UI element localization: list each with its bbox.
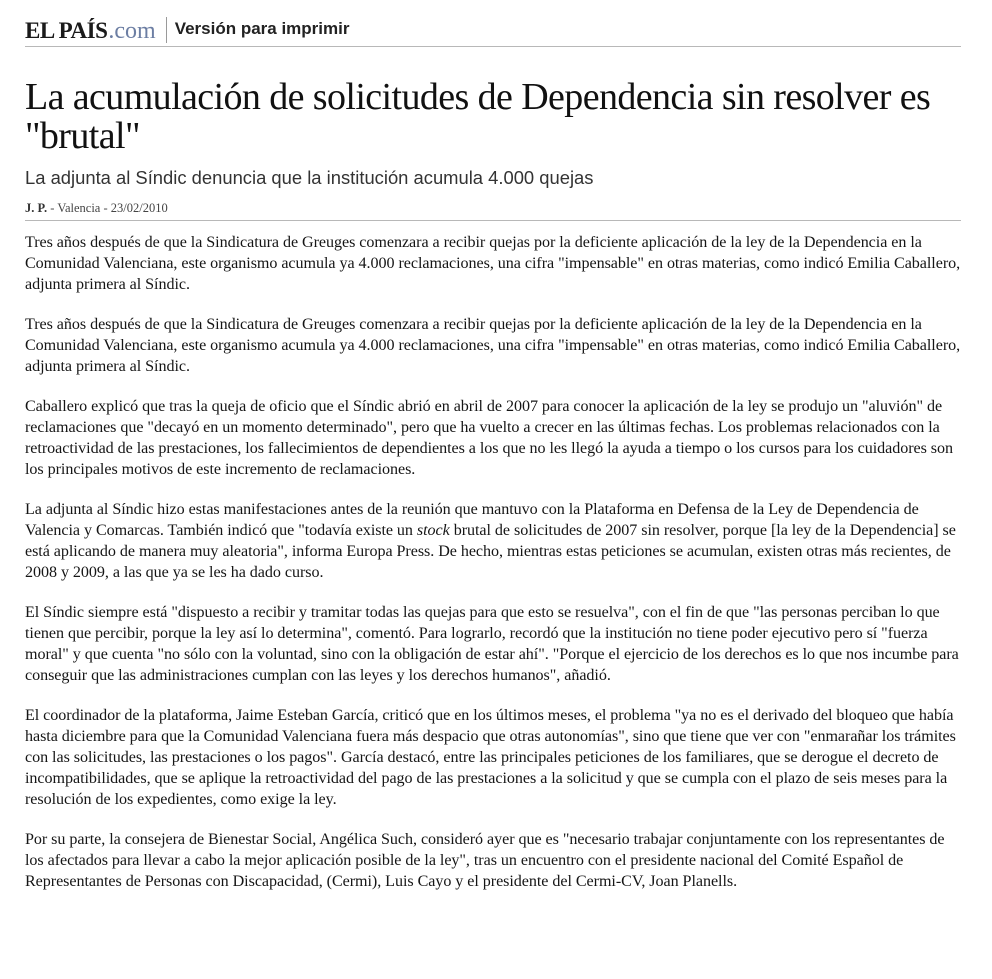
el-pais-logo[interactable] <box>25 13 156 43</box>
article-paragraph-6: El coordinador de la plataforma, Jaime Esteban García, criticó que en los últimos meses, el problema "ya no es el derivado del bloqueo que había hasta diciembre para que la Comunidad Valenciana fuera más despacio que otras autonomías", sino que tiene que ver con "enmarañar los trámites con las solicitudes, las prestaciones o los pagos". García destacó, entre las principales peticiones de los familiares, que se derogue el decreto de incompatibilidades, que se aplique la retroactividad del pago de las prestaciones a la solicitud y que se cumpla con el plazo de seis meses para la resolución de los expedientes, como exige la ley. <box>25 707 956 808</box>
article-byline <box>25 200 961 221</box>
article-paragraph-2: Tres años después de que la Sindicatura de Greuges comenzara a recibir quejas por la deficiente aplicación de la ley de la Dependencia en la Comunidad Valenciana, este organismo acumula ya 4.000 reclamaciones, una cifra "impensable" en otras materias, como indicó Emilia Caballero, adjunta primera al Síndic. <box>25 316 961 375</box>
byline-location: Valencia <box>57 201 101 215</box>
byline-author: J. P. <box>25 201 48 215</box>
byline-separator: - <box>100 201 111 215</box>
header-divider <box>166 17 167 43</box>
article-headline: La acumulación de solicitudes de Dependencia sin resolver es "brutal" <box>25 76 931 157</box>
stock-emphasis: stock <box>416 522 450 539</box>
logo-dotcom-text: .com <box>108 18 156 44</box>
article-paragraph-5: El Síndic siempre está "dispuesto a recibir y tramitar todas las quejas para que esto se resuelva", con el fin de que "las personas perciban lo que tienen que percibir, porque la ley así lo determina", comentó. Para lograrlo, recordó que la institución no tiene poder ejecutivo pero sí "fuerza moral" y que cuenta "no sólo con la voluntad, sino con la obligación de estar ahí". "Porque el ejercicio de los derechos es lo que nos incumbe para conseguir que las administraciones cumplan con las leyes y los derechos humanos", añadió. <box>25 604 959 684</box>
article-paragraph-3: Caballero explicó que tras la queja de oficio que el Síndic abrió en abril de 2007 para conocer la aplicación de la ley se produjo un "aluvión" de reclamaciones que "decayó en un momento determinado", pero que ha vuelto a crecer en las últimas fechas. Los problemas relacionados con la retroactividad de las prestaciones, los fallecimientos de dependientes a los que no les llegó la ayuda a tiempo o los cursos para los cuidadores son los principales motivos de este incremento de reclamaciones. <box>25 398 953 478</box>
article-body <box>25 232 961 892</box>
byline-separator: - <box>47 201 58 215</box>
article-paragraph-1: Tres años después de que la Sindicatura de Greuges comenzara a recibir quejas por la deficiente aplicación de la ley de la Dependencia en la Comunidad Valenciana, este organismo acumula ya 4.000 reclamaciones, una cifra "impensable" en otras materias, como indicó Emilia Caballero, adjunta primera al Síndic. <box>25 234 961 293</box>
article-paragraph-4 <box>25 499 961 583</box>
article-paragraph-7: Por su parte, la consejera de Bienestar Social, Angélica Such, consideró ayer que es "necesario trabajar conjuntamente con los representantes de los afectados para llevar a cabo la mejor aplicación posible de la ley", tras un encuentro con el presidente nacional del Comité Español de Representantes de Personas con Discapacidad, (Cermi), Luis Cayo y el presidente del Cermi-CV, Joan Planells. <box>25 831 945 890</box>
print-page <box>25 10 961 911</box>
byline-date: 23/02/2010 <box>110 201 168 215</box>
print-version-label: Versión para imprimir <box>174 19 350 38</box>
logo-main-text: EL PAÍS <box>25 18 108 43</box>
article-subtitle: La adjunta al Síndic denuncia que la institución acumula 4.000 quejas <box>25 167 594 188</box>
paragraph-4-text-start: La adjunta al Síndic hizo estas manifestaciones antes de la reunión que mantuvo con la Plataforma en Defensa de la Ley de Dependencia de Valencia y Comarcas. También indicó que "todavía existe un <box>25 501 919 539</box>
paragraph-4-text-end: brutal de solicitudes de 2007 sin resolver, porque [la ley de la Dependencia] se está aplicando de manera muy aleatoria", informa Europa Press. De hecho, mientras estas peticiones se acumulan, existen otras más recientes, de 2008 y 2009, a las que ya se les ha dado curso. <box>25 522 956 581</box>
print-header <box>25 10 961 47</box>
